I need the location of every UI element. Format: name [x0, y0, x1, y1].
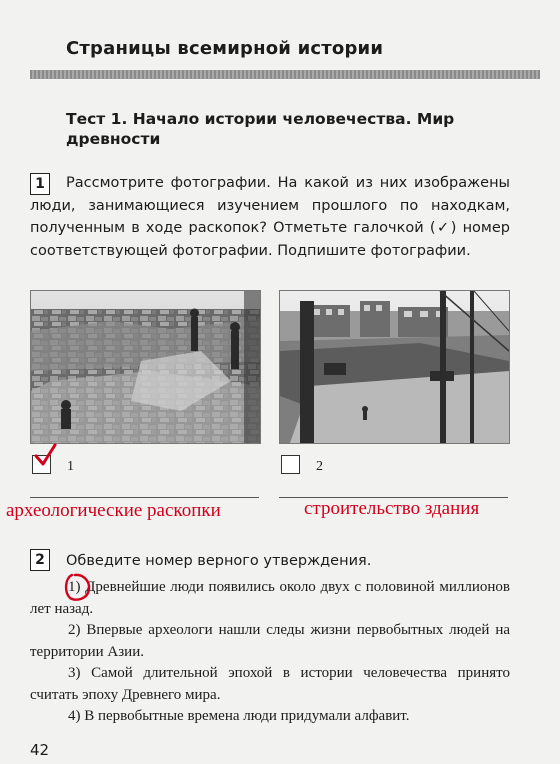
section-title: Страницы всемирной истории	[66, 38, 384, 59]
photo-1-number: 1	[67, 459, 74, 474]
red-circle-mark-icon	[62, 572, 92, 602]
test-title: Тест 1. Начало истории человечества. Мир древности	[66, 110, 455, 148]
photo-excavation	[30, 290, 261, 444]
photo-1-answer-line	[30, 497, 259, 498]
statement-1[interactable]: 1) Древнейшие люди появились около двух с половиной миллионов лет назад.	[30, 579, 510, 617]
question-1-number: 1	[30, 173, 50, 195]
statement-3[interactable]: 3) Самой длительной эпохой в истории человечества принято считать эпоху Древнего мира.	[30, 665, 510, 703]
photo-2-checkbox[interactable]	[281, 455, 300, 474]
question-2-number: 2	[30, 549, 50, 571]
photo-2-caption: строительство здания	[304, 498, 480, 519]
statements-list	[30, 577, 510, 728]
question-1-text: Рассмотрите фотографии. На какой из них изображены люди, занимающиеся изучением прошлого по находкам, полученным в ходе раскопок? Отметьте галочкой (✓) номер соответствующей фотографии. Подпишите фотографии.	[30, 175, 510, 259]
title-underline-bar	[30, 70, 540, 79]
question-2-text: Обведите номер верного утверждения.	[66, 553, 372, 569]
statement-4[interactable]: 4) В первобытные времена люди придумали алфавит.	[68, 708, 410, 724]
page-number: 42	[30, 741, 50, 759]
photo-1-caption: археологические раскопки	[6, 500, 221, 521]
photo-2-number: 2	[316, 459, 323, 474]
red-checkmark-icon	[34, 442, 58, 468]
statement-2[interactable]: 2) Впервые археологи нашли следы жизни первобытных людей на территории Азии.	[30, 622, 510, 660]
photo-construction	[279, 290, 510, 444]
